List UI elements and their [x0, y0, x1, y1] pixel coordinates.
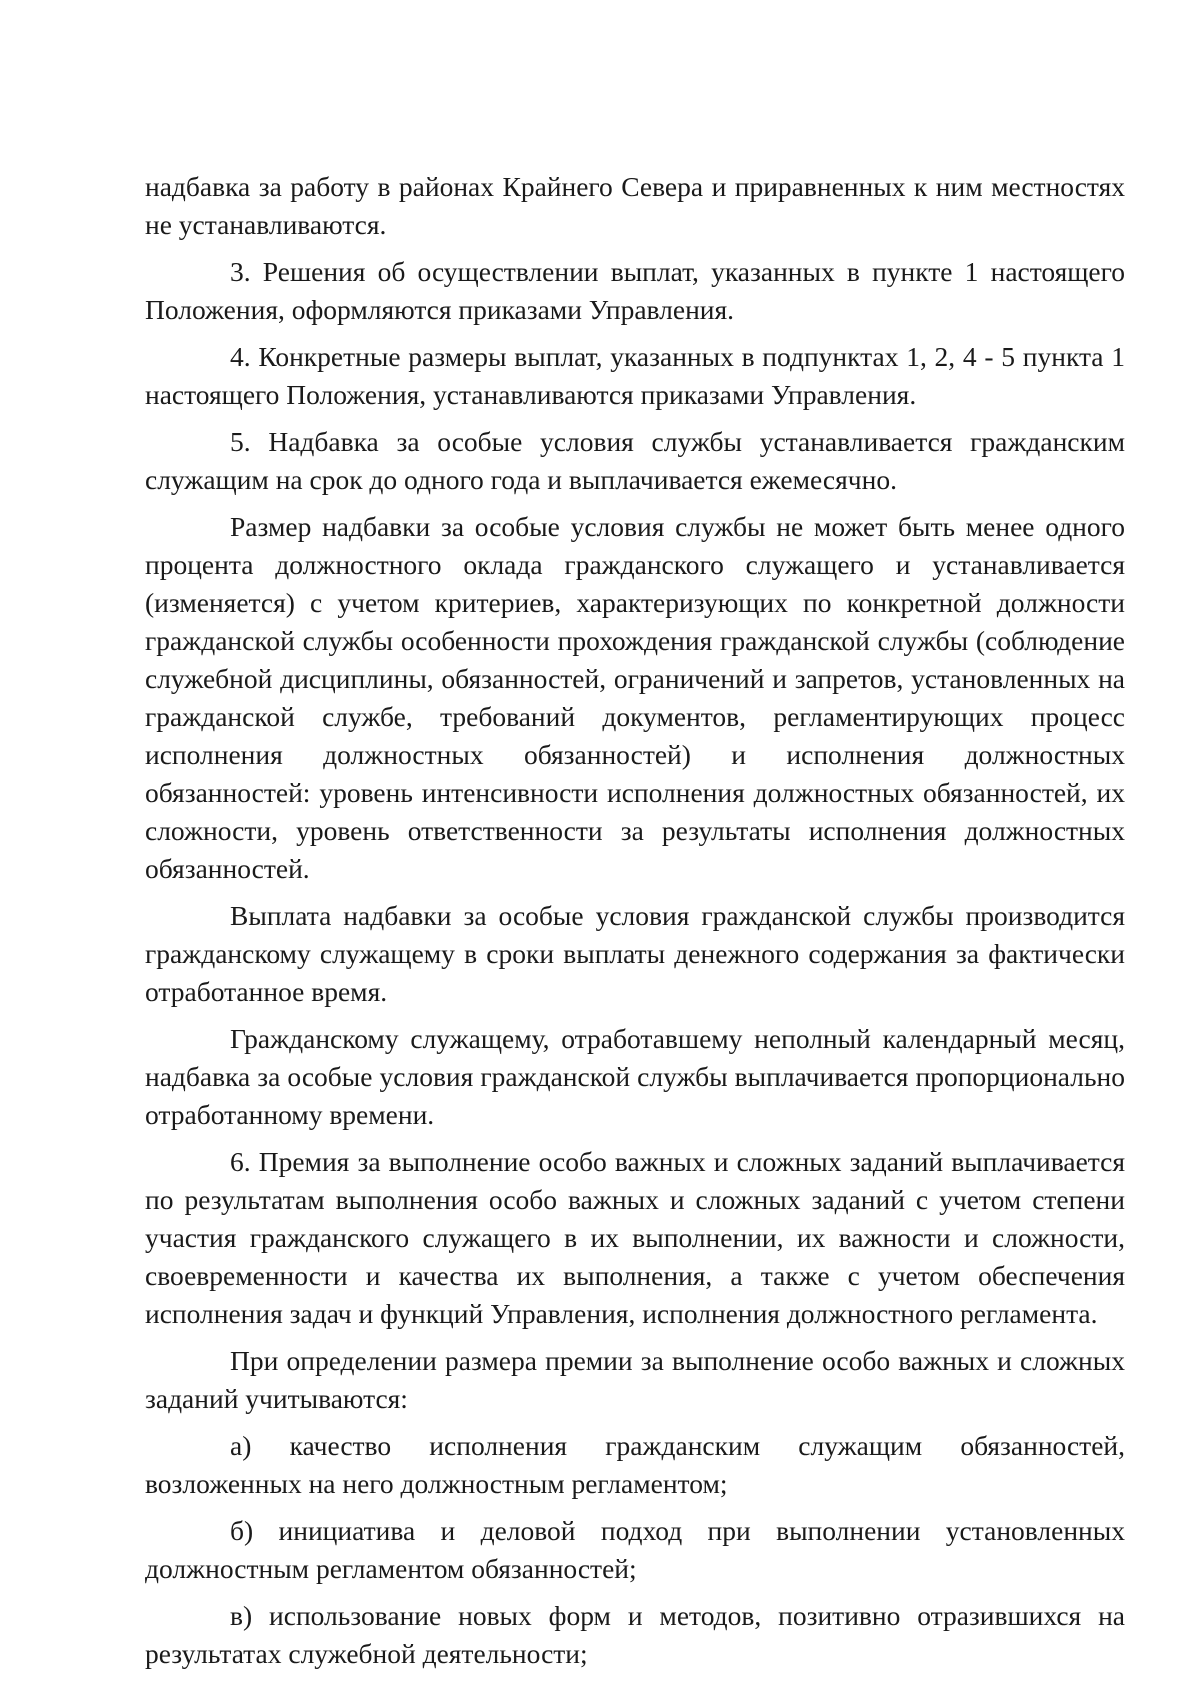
- list-item-a: а) качество исполнения гражданским служащим обязанностей, возложенных на него должностным регламентом;: [145, 1430, 1125, 1499]
- list-item-b: б) инициатива и деловой подход при выполнении установленных должностным регламентом обязанностей;: [145, 1515, 1125, 1584]
- paragraph-item-3: 3. Решения об осуществлении выплат, указанных в пункте 1 настоящего Положения, оформляются приказами Управления.: [145, 256, 1125, 325]
- document-text: [145, 168, 1125, 1682]
- paragraph-continuation: надбавка за работу в районах Крайнего Севера и приравненных к ним местностях не устанавливаются.: [145, 171, 1125, 240]
- paragraph-item-6: 6. Премия за выполнение особо важных и сложных заданий выплачивается по результатам выполнения особо важных и сложных заданий с учетом степени участия гражданского служащего в их выполнении, их важности и сложности, своевременности и качества их выполнения, а также с учетом обеспечения исполнения задач и функций Управления, исполнения должностного регламента.: [145, 1146, 1125, 1329]
- paragraph-partial-month: Гражданскому служащему, отработавшему неполный календарный месяц, надбавка за особые условия гражданской службы выплачивается пропорционально отработанному времени.: [145, 1023, 1125, 1130]
- paragraph-allowance-size: Размер надбавки за особые условия службы не может быть менее одного процента должностного оклада гражданского служащего и устанавливается (изменяется) с учетом критериев, характеризующих по конкретной должности гражданской службы особенности прохождения гражданской службы (соблюдение служебной дисциплины, обязанностей, ограничений и запретов, установленных на гражданской службе, требований документов, регламентирующих процесс исполнения должностных обязанностей) и исполнения должностных обязанностей: уровень интенсивности исполнения должностных обязанностей, их сложности, уровень ответственности за результаты исполнения должностных обязанностей.: [145, 511, 1125, 884]
- paragraph-allowance-payment: Выплата надбавки за особые условия гражданской службы производится гражданскому служащему в сроки выплаты денежного содержания за фактически отработанное время.: [145, 900, 1125, 1007]
- paragraph-bonus-criteria: При определении размера премии за выполнение особо важных и сложных заданий учитываются:: [145, 1345, 1125, 1414]
- list-item-v: в) использование новых форм и методов, позитивно отразившихся на результатах служебной деятельности;: [145, 1600, 1125, 1669]
- paragraph-item-4: 4. Конкретные размеры выплат, указанных в подпунктах 1, 2, 4 - 5 пункта 1 настоящего Положения, устанавливаются приказами Управления.: [145, 341, 1125, 410]
- paragraph-item-5: 5. Надбавка за особые условия службы устанавливается гражданским служащим на срок до одного года и выплачивается ежемесячно.: [145, 426, 1125, 495]
